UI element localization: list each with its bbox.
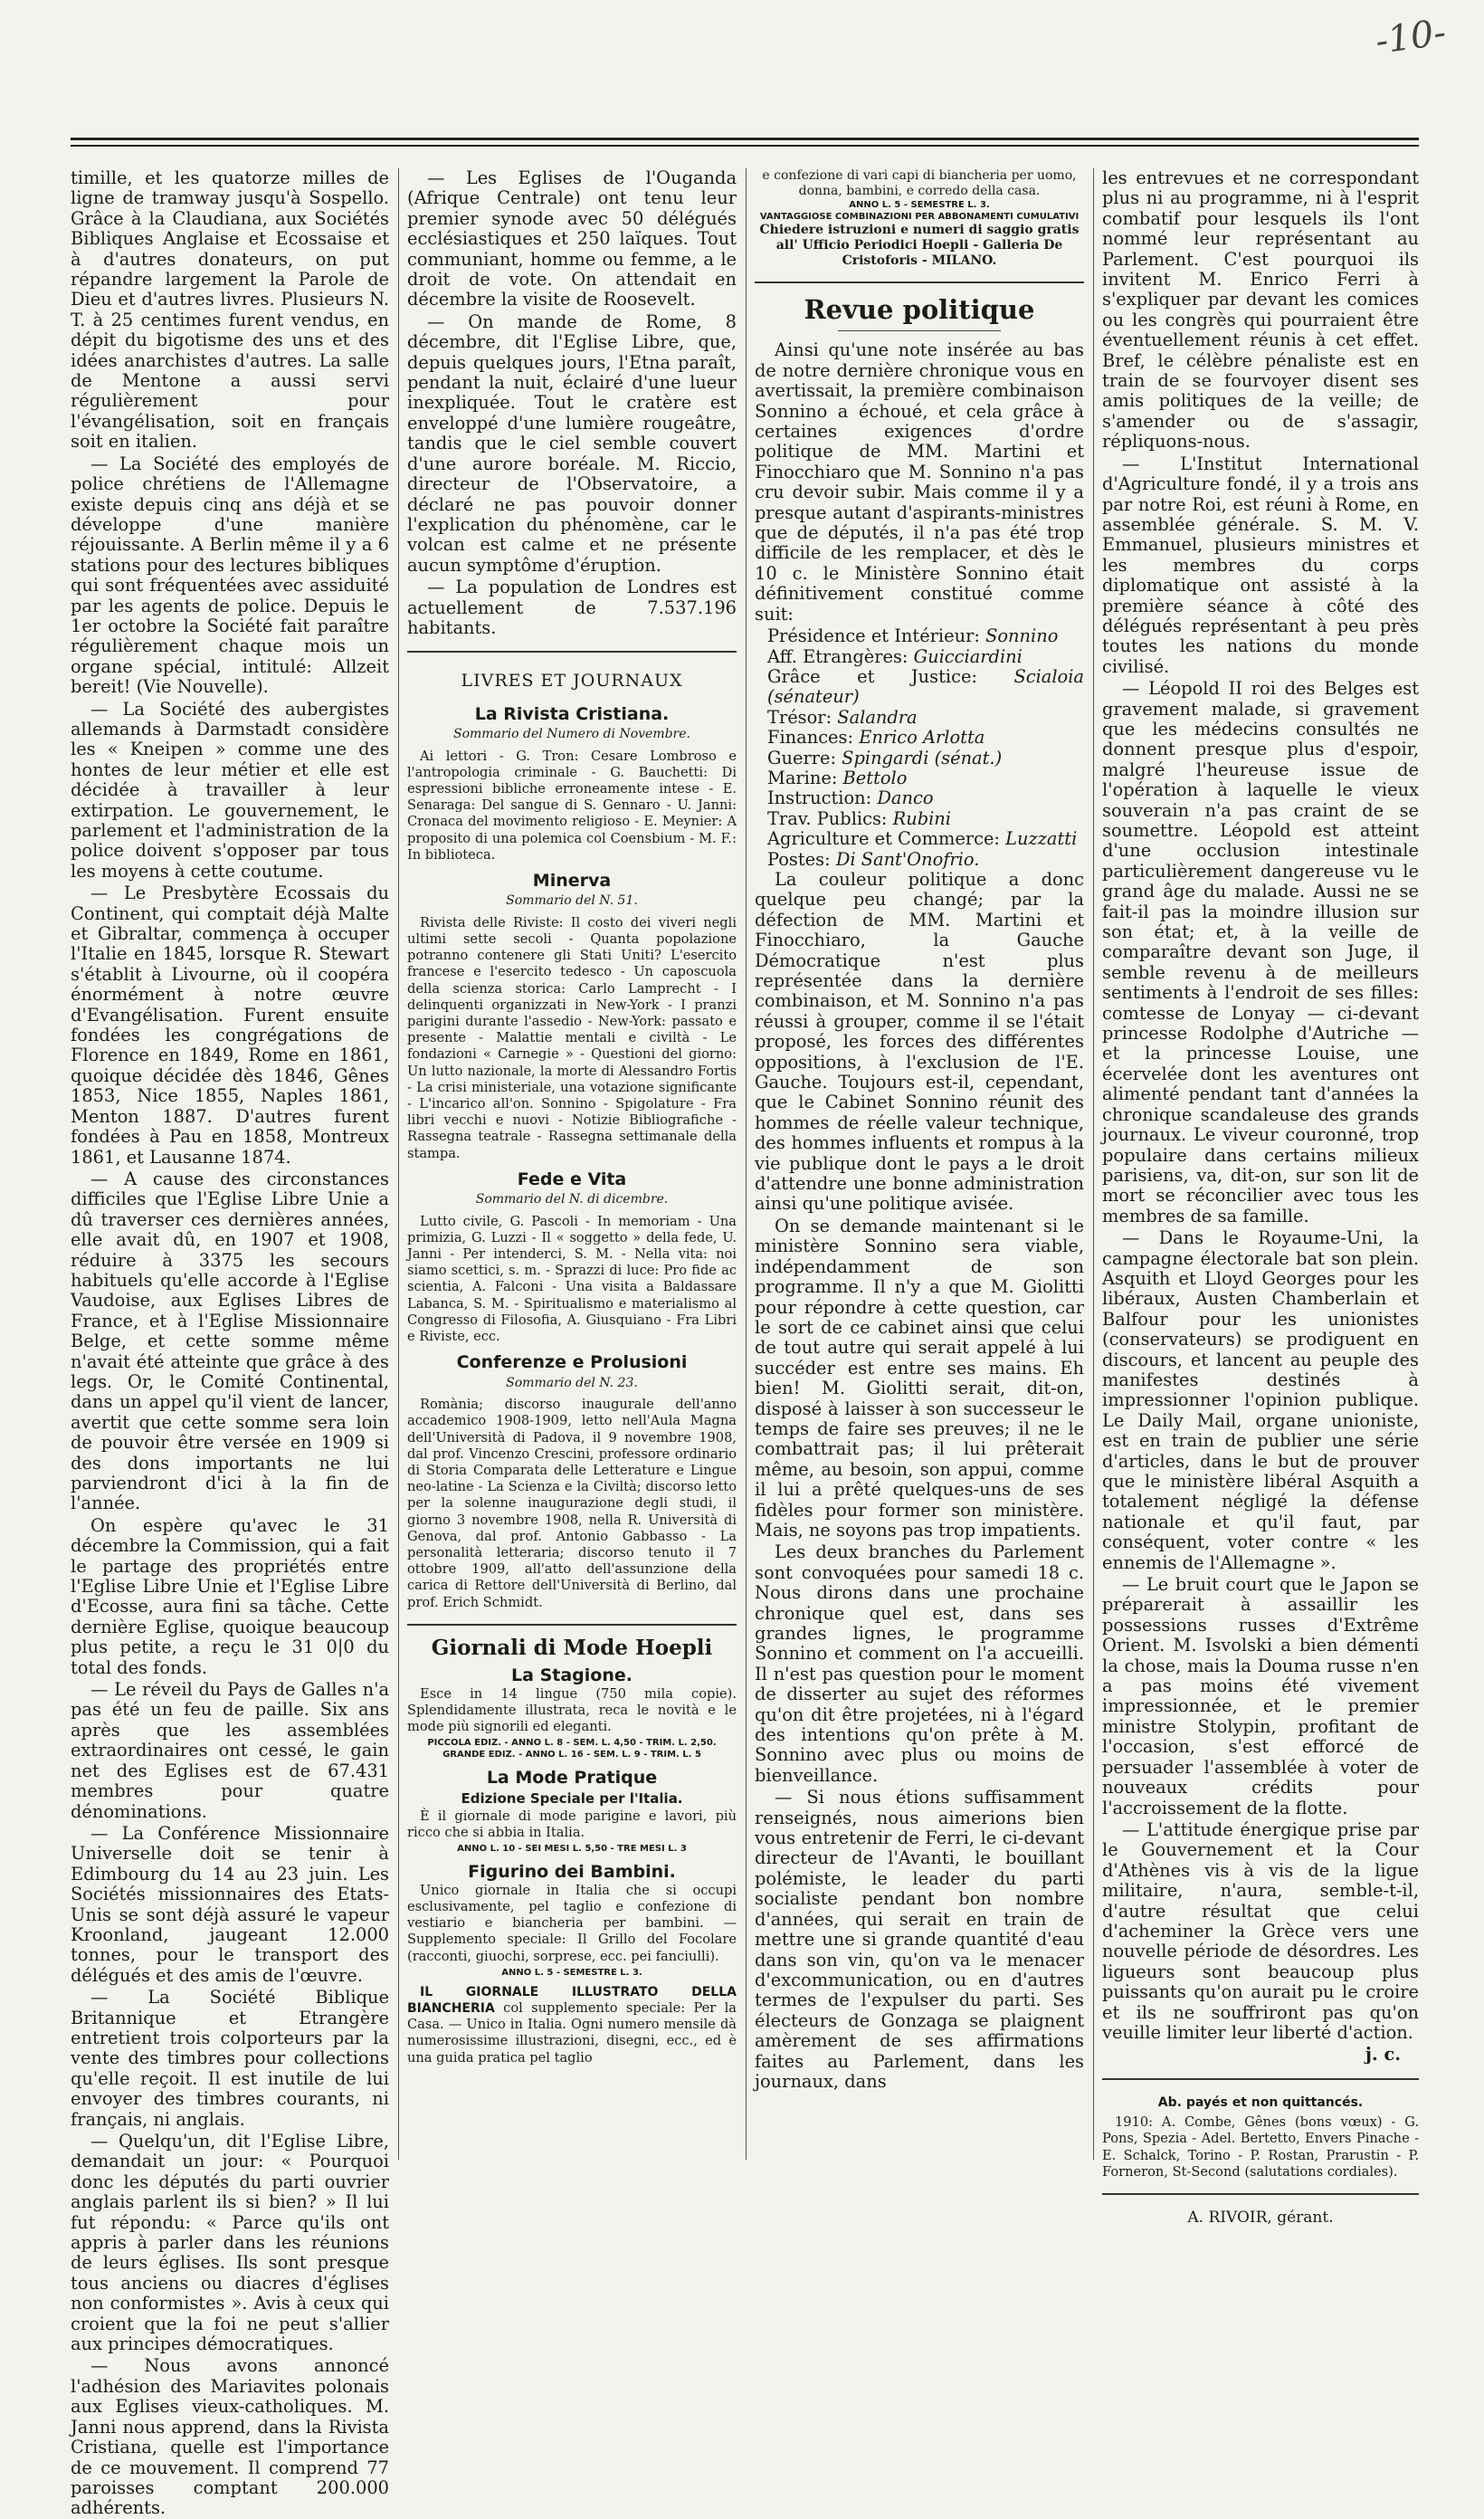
news-paragraph: — Quelqu'un, dit l'Eglise Libre, demandait un jour: « Pourquoi donc les députés du parti ouvrier anglais parlent ils si bien? » Il lui fut répondu: « Parce qu'ils ont appris à parler dans les réunions de leurs églises. Ils sont presque tous anciens ou diacres d'églises non conformistes ». Avis à ceux qui croient que la foi ne peut s'allier aux principes démocratiques. bbox=[71, 2131, 389, 2355]
heading-rule bbox=[838, 330, 1001, 331]
header-rule bbox=[71, 138, 1419, 140]
column-4 bbox=[1102, 167, 1419, 2227]
magazine-title: La Mode Pratique bbox=[486, 1768, 658, 1789]
price-line: ANNO L. 10 - SEI MESI L. 5,50 - TRE MESI L. 3 bbox=[457, 1844, 687, 1855]
magazine-summary: IL GIORNALE ILLUSTRATO DELLA BIANCHERIA col supplemento speciale: Per la Casa. — Unico in Italia. Ogni numero mensile dà numerosissime illustrazioni, disegni, ecc., ed è una guida pratica pel taglio bbox=[407, 1984, 737, 2066]
magazine-title: Conferenze e Prolusioni bbox=[456, 1352, 688, 1373]
subscriptions-list: 1910: A. Combe, Gênes (bons vœux) - G. Pons, Spezia - Adel. Bertetto, Envers Pinache - E. Schalck, Torino - P. Rostan, Prarustin - P. Forneron, St-Second (salutations cordiales). bbox=[1102, 2114, 1419, 2180]
news-paragraph: — Le réveil du Pays de Galles n'a pas été un feu de paille. Six ans après que les assemblées extraordinaires ont cessé, le gain net des Eglises est de 67.431 membres pour quatre dénominations. bbox=[71, 1679, 389, 1822]
news-paragraph: — La Société Biblique Britannique et Etrangère entretient trois colporteurs par la vente des timbres pour collections qu'elle reçoit. Il est inutile de lui envoyer des timbres courants, ni français, ni anglais. bbox=[71, 1987, 389, 2130]
magazine-subtitle: Edizione Speciale per l'Italia. bbox=[461, 1789, 683, 1807]
news-paragraph: — Si nous étions suffisamment renseignés, nous aimerions bien vous entretenir de Ferri, le ci-devant directeur de l'Avanti, le bouillant polémiste, le leader du parti socialiste pendant bon nombre d'années, qui serait en train de mettre une si grande quantité d'eau dans son vin, qu'on va le menacer d'excommunication, ou en d'autres termes de l'expulser du parti. Ses électeurs de Gonzaga se plaignent amèrement de ses affirmations faites au Parlement, dans les journaux, dans bbox=[755, 1787, 1084, 2092]
ministry-row: Instruction: Danco bbox=[767, 787, 934, 809]
author-signature: j. c. bbox=[1365, 2044, 1401, 2066]
magazine-title: Figurino dei Bambini. bbox=[468, 1862, 676, 1883]
section-divider bbox=[407, 651, 737, 653]
news-paragraph: — La Société des aubergistes allemands à Darmstadt considère les « Kneipen » comme une des hontes de leur métier et elle est décidée à travailler à leur extirpation. Le gouvernement, le parlement et l'administration de la police doivent s'opposer par tous les moyens à cette coutume. bbox=[71, 698, 389, 882]
header-rule-thin bbox=[71, 145, 1419, 147]
column-3 bbox=[755, 168, 1084, 2160]
price-line: ANNO L. 5 - SEMESTRE L. 3. bbox=[501, 1967, 642, 1978]
section-divider bbox=[1102, 2078, 1419, 2080]
magazine-summary: È il giornale di mode parigine e lavori, più ricco che si abbia in Italia. bbox=[407, 1808, 737, 1841]
hoepli-continuation: e confezione di vari capi di biancheria per uomo, donna, bambini, e corredo della casa. bbox=[762, 168, 1077, 198]
news-paragraph: — L'attitude énergique prise par le Gouvernement et la Cour d'Athènes vis à vis de la ligue militaire, n'aura, semble-t-il, d'autre résultat que celui d'acheminer la Grèce vers une nouvelle période de désordres. Les ligueurs sont beaucoup plus puissants qu'on aurait pu le croire et ils ne souffriront pas qu'on veuille limiter leur liberté d'action. bbox=[1102, 1818, 1419, 2043]
revue-heading: Revue politique bbox=[804, 294, 1035, 325]
magazine-title: Fede e Vita bbox=[517, 1169, 627, 1189]
news-paragraph: — On mande de Rome, 8 décembre, dit l'Eglise Libre, que, depuis quelques jours, l'Etna paraît, pendant la nuit, éclairé d'une lueur inexpliquée. Tout le cratère est enveloppé d'une lumière rougeâtre, tandis que le ciel semble couvert d'une aurore boréale. M. Riccio, directeur de l'Observatoire, a déclaré ne pas pouvoir donner l'explication du phénomène, car le volcan est calme et ne présente aucun symptôme d'éruption. bbox=[407, 310, 737, 576]
ministry-row: Marine: Bettolo bbox=[767, 767, 908, 788]
ministry-row: Trésor: Salandra bbox=[767, 706, 918, 728]
gerant-signature: A. RIVOIR, gérant. bbox=[1187, 2209, 1334, 2227]
column-divider bbox=[398, 168, 399, 2160]
news-paragraph: Ainsi qu'une note insérée au bas de notre dernière chronique vous en avertissait, la première combinaison Sonnino a échoué, et cela grâce à certaines exigences d'ordre politique de MM. Martini et Finocchiaro que M. Sonnino n'a pas cru devoir subir. Mais comme il y a presque autant d'aspirants-ministres que de députés, il n'a pas été trop difficile de les remplacer, et dès le 10 c. le Ministère Sonnino était définitivement constitué comme suit: bbox=[755, 339, 1084, 625]
ministry-row: Guerre: Spingardi (sénat.) bbox=[767, 747, 1003, 768]
news-paragraph: On espère qu'avec le 31 décembre la Commission, qui a fait le partage des propriétés entre l'Eglise Libre Unie et l'Eglise Libre d'Ecosse, aura fini sa tâche. Cette dernière Eglise, quoique beaucoup plus petite, a reçu le 31 0|0 du total des fonds. bbox=[71, 1514, 389, 1678]
ministry-row: Présidence et Intérieur: Sonnino bbox=[767, 625, 1059, 647]
magazine-title: La Stagione. bbox=[511, 1665, 633, 1686]
hoepli-contact: Chiedere istruzioni e numeri di saggio gratis all' Ufficio Periodici Hoepli - Galleria De Cristoforis - MILANO. bbox=[759, 223, 1080, 268]
page-number-mark: -10- bbox=[1373, 11, 1449, 63]
subscriptions-heading: Ab. payés et non quittancés. bbox=[1157, 2094, 1364, 2110]
news-paragraph: — La Société des employés de police chrétiens de l'Allemagne existe depuis cinq ans déjà et se développe d'une manière réjouissante. A Berlin même il y a 6 stations pour des lectures bibliques qui sont fréquentées avec assiduité par les agents de police. Depuis le 1er octobre la Société fait paraître régulièrement chaque mois un organe spécial, intitulé: Allzeit bereit! (Vie Nouvelle). bbox=[71, 453, 389, 698]
ministry-row: Finances: Enrico Arlotta bbox=[767, 727, 985, 749]
section-divider bbox=[755, 281, 1084, 283]
news-paragraph: Les deux branches du Parlement sont convoquées pour samedi 18 c. Nous dirons dans une prochaine chronique quel est, dans ses grandes lignes, le programme Sonnino et comment on l'a accueilli. Il n'est pas question pour le moment de disserter au sujet des réformes qu'on dit être projetées, ni à l'égard des intentions qu'on prête à M. Sonnino avec plus ou moins de bienveillance. bbox=[755, 1541, 1084, 1786]
news-paragraph: La couleur politique a donc quelque peu changé; par la défection de MM. Martini et Finocchiaro, la Gauche Démocratique n'est plus représentée dans la dernière combinaison, et M. Sonnino n'a pas réussi à grouper, comme il se l'était proposé, les forces des différentes oppositions, à l'exclusion de l'E. Gauche. Toujours est-il, cependant, que le Cabinet Sonnino réunit des hommes de réelle valeur technique, des hommes influents et rompus à la vie publique dont le pays a le droit d'attendre une bonne administration ainsi qu'une politique avisée. bbox=[755, 868, 1084, 1215]
column-divider bbox=[746, 168, 747, 2160]
price-line: PICCOLA EDIZ. - ANNO L. 8 - SEM. L. 4,50 - TRIM. L. 2,50. GRANDE EDIZ. - ANNO L. 16 - SEM. L. 9 - TRIM. L. 5 bbox=[427, 1738, 717, 1760]
magazine-title: La Rivista Cristiana. bbox=[474, 703, 670, 724]
magazine-summary: Romània; discorso inaugurale dell'anno accademico 1908-1909, letto nell'Aula Magna dell'Università di Padova, il 9 novembre 1908, dal prof. Vincenzo Crescini, professore ordinario di Storia Comparata delle Letterature e Lingue neo-latine - La Scienza e la Civiltà; discorso letto per la solenne inaugurazione degli studi, il giorno 3 novembre 1908, nella R. Università di Genova, dal prof. Antonio Gabbasso - La personalità letteraria; discorso tenuto il 7 ottobre 1909, all'atto dell'assunzione della carica di Rettore dell'Università di Berlino, dal prof. Erich Schmidt. bbox=[407, 1397, 737, 1610]
news-paragraph: On se demande maintenant si le ministère Sonnino sera viable, indépendamment de son programme. Il n'y a que M. Giolitti pour répondre à cette question, car le sort de ce cabinet ainsi que celui de tout autre qui serait appelé à lui succéder est entre ses mains. Eh bien! M. Giolitti serait, dit-on, disposé à laisser à son successeur le temps de faire ses preuves; il ne le combattrait pas; il lui prêterait même, au besoin, son appui, comme il lui a prêté quelques-uns de ses fidèles pour former son ministère. Mais, ne soyons pas trop impatients. bbox=[755, 1215, 1084, 1541]
news-paragraph: — Dans le Royaume-Uni, la campagne électorale bat son plein. Asquith et Lloyd Georges pour les libéraux, Austen Chamberlain et Balfour pour les unionistes (conservateurs) se prodiguent en discours, et lancent au peuple des manifestes destinés à impressionner l'opinion publique. Le Daily Mail, organe unioniste, est en train de publier une série d'articles, dans le but de prouver que le ministère libéral Asquith a totalement négligé la défense nationale et qu'il faut, par conséquent, voter contre « les ennemis de l'Allemagne ». bbox=[1102, 1227, 1419, 1573]
ministry-row: Grâce et Justice: Scialoia (sénateur) bbox=[767, 665, 1084, 708]
news-paragraph: — A cause des circonstances difficiles que l'Eglise Libre Unie a dû traverser ces dernières années, elle avait dû, en 1907 et 1908, réduire à 3375 les secours habituels qu'elle accorde à l'Eglise Vaudoise, aux Eglises Libres de France, et à l'Eglise Missionnaire Belge, et cette somme même n'avait été atteinte que grâce à des legs. Or, le Comité Continental, dans un appel qu'il vient de lancer, avertit que cette somme sera loin de pouvoir être versée en 1909 si des dons importants ne lui parviendront d'ici à la fin de l'année. bbox=[71, 1168, 389, 1514]
magazine-subtitle: Sommario del N. di dicembre. bbox=[475, 1192, 669, 1207]
news-paragraph: — Léopold II roi des Belges est gravement malade, si gravement que les médecins consultés ne donnent presque plus d'espoir, malgré l'heureuse issue de l'opération à laquelle le vieux souverain n'a pas craint de se soumettre. Léopold est atteint d'une occlusion intestinale particulièrement dangereuse vu le grand âge du malade. Aussi ne se fait-il pas la moindre illusion sur son état; et, à la veille de comparaître devant son Juge, il semble revenu à de meilleurs sentiments à l'endroit de ses filles: comtesse de Lonyay — ci-devant princesse Rodolphe d'Autriche — et la princesse Louise, une écervelée dont les aventures ont alimenté pendant tant d'années la chronique scandaleuse des grands journaux. Le viveur couronné, trop populaire dans certains milieux parisiens, va, dit-on, sur son lit de mort se réconcilier avec tous les membres de sa famille. bbox=[1102, 678, 1419, 1226]
magazine-title: Minerva bbox=[532, 870, 612, 891]
column-1 bbox=[71, 167, 389, 2519]
news-paragraph: — Nous avons annoncé l'adhésion des Mariavites polonais aux Eglises vieux-catholiques. M. Janni nous apprend, dans la Rivista Cristiana, quelle est l'importance de ce mouvement. Il comprend 77 paroisses comptant 200.000 adhérents. bbox=[71, 2355, 389, 2519]
section-divider bbox=[1102, 2193, 1419, 2195]
mode-heading: Giornali di Mode Hoepli bbox=[431, 1635, 713, 1660]
news-paragraph: — Le Presbytère Ecossais du Continent, qui comptait déjà Malte et Gibraltar, commença à occuper l'Italie en 1845, lorsque R. Stewart s'établit à Livourne, où il coopéra énormément à notre œuvre d'Evangélisation. Furent ensuite fondées les congrégations de Florence en 1849, Rome en 1861, quoique décidée dès 1846, Gênes 1853, Nice 1855, Naples 1861, Menton 1887. D'autres furent fondées à Pau en 1858, Montreux 1861, et Lausanne 1874. bbox=[71, 883, 389, 1168]
news-paragraph: — La Conférence Missionnaire Universelle doit se tenir à Edimbourg du 14 au 23 juin. Les Sociétés missionnaires des Etats-Unis se sont déjà assuré le vapeur Kroonland, jaugeant 12.000 tonnes, pour le transport des délégués et des amis de l'œuvre. bbox=[71, 1822, 389, 1986]
ministry-row: Agriculture et Commerce: Luzzatti bbox=[767, 828, 1078, 850]
magazine-summary: Esce in 14 lingue (750 mila copie). Splendidamente illustrata, reca le novità e le mode più signorili ed eleganti. bbox=[407, 1685, 737, 1734]
news-paragraph: — Les Eglises de l'Ouganda (Afrique Centrale) ont tenu leur premier synode avec 50 délégués ecclésiastiques et 250 laïques. Tout communiant, homme ou femme, a le droit de vote. On attendait en décembre la visite de Roosevelt. bbox=[407, 167, 737, 310]
magazine-subtitle: Sommario del Numero di Novembre. bbox=[453, 727, 690, 742]
ministry-row: Aff. Etrangères: Guicciardini bbox=[767, 645, 1023, 667]
ministry-row: Postes: Di Sant'Onofrio. bbox=[767, 848, 980, 870]
news-paragraph: — Le bruit court que le Japon se préparerait à assaillir les possessions russes d'Extrême Orient. M. Isvolski a bien démenti la chose, mais la Douma russe n'en a pas moins été vivement impressionnée, et le premier ministre Stolypin, profitant de l'occasion, s'est efforcé de persuader l'assemblée à voter de nouveaux crédits pour l'accroissement de la flotte. bbox=[1102, 1574, 1419, 1818]
news-paragraph: — La population de Londres est actuellement de 7.537.196 habitants. bbox=[407, 577, 737, 638]
magazine-summary: Ai lettori - G. Tron: Cesare Lombroso e l'antropologia criminale - G. Bauchetti: Di espressioni bibliche erroneamente intese - E. Senaraga: Del sangue di S. Gennaro - U. Janni: Cronaca del movimento religioso - E. Meynier: A proposito di una polemica col Coensbium - M. F.: In biblioteca. bbox=[407, 748, 737, 863]
column-2 bbox=[407, 168, 737, 2160]
ministry-list bbox=[755, 626, 1084, 870]
ministry-row: Trav. Publics: Rubini bbox=[767, 807, 952, 829]
price-line: ANNO L. 5 - SEMESTRE L. 3. bbox=[849, 200, 990, 210]
magazine-subtitle: Sommario del N. 23. bbox=[506, 1375, 638, 1390]
column-divider bbox=[1093, 168, 1094, 2160]
magazine-subtitle: Sommario del N. 51. bbox=[506, 893, 638, 909]
news-paragraph: les entrevues et ne correspondant plus ni au programme, ni à l'esprit combatif pour lesquels ils l'ont nommé leur représentant au Parlement. C'est pourquoi ils invitent M. Enrico Ferri à s'expliquer par devant les comices ou les congrès qui pourraient être éventuellement réunis à cet effet. Bref, le célèbre pénaliste est en train de se fourvoyer disent ses amis politiques de la veille; de s'amender ou de s'assagir, répliquons-nous. bbox=[1102, 167, 1419, 453]
news-paragraph: — L'Institut International d'Agriculture fondé, il y a trois ans par notre Roi, est réuni à Rome, en assemblée générale. S. M. V. Emmanuel, plusieurs ministres et les membres du corps diplomatique ont assisté à la première séance à côté des délégués représentant à peu près toutes les nations du monde civilisé. bbox=[1102, 453, 1419, 677]
section-divider bbox=[407, 1624, 737, 1626]
newspaper-columns bbox=[71, 167, 1419, 2519]
magazine-summary: Lutto civile, G. Pascoli - In memoriam - Una primizia, G. Luzzi - Il « soggetto » della fede, U. Janni - Per intenderci, S. M. - Nella vita: noi siamo scettici, s. m. - Sprazzi di luce: Pro fide ac scientia, A. Falconi - Una visita a Baldassare Labanca, S. M. - Spiritualismo e materialismo al Congresso di Filosofia, A. Giusquiano - Fra Libri e Riviste, ecc. bbox=[407, 1213, 737, 1345]
combo-line: VANTAGGIOSE COMBINAZIONI PER ABBONAMENTI CUMULATIVI bbox=[759, 212, 1080, 222]
magazine-summary: Rivista delle Riviste: Il costo dei viveri negli ultimi sette secoli - Quanta popolazione potranno contenere gli Stati Uniti? L'esercito francese e l'esercito tedesco - Un caposcuola della scienza storica: Carlo Lamprecht - I delinquenti organizzati in New-York - I pranzi parigini durante l'assedio - New-York: passato e presente - Malattie mentali e civiltà - Le fondazioni « Carnegie » - Questioni del giorno: Un lutto nazionale, la morte di Alessandro Fortis - La crisi ministeriale, una votazione significante - L'incarico all'on. Sonnino - Spigolature - Fra libri vecchi e nuovi - Notizie Bibliografiche - Rassegna teatrale - Rassegna settimanale della stampa. bbox=[407, 914, 737, 1161]
magazine-summary: Unico giornale in Italia che si occupi esclusivamente, pel taglio e confezione di vestiario e biancheria per bambini. — Supplemento speciale: Il Grillo del Focolare (racconti, giuochi, sorprese, ecc. pei fanciulli). bbox=[407, 1882, 737, 1964]
livres-heading: LIVRES ET JOURNAUX bbox=[461, 671, 683, 692]
news-paragraph: timille, et les quatorze milles de ligne de tramway jusqu'à Sospello. Grâce à la Claudiana, aux Sociétés Bibliques Anglaise et Ecossaise et à d'autres donateurs, on put répandre largement la Parole de Dieu et d'autres livres. Plusieurs N. T. à 25 centimes furent vendus, en dépit du bigotisme des uns et des idées anarchistes d'autres. La salle de Mentone a aussi servi régulièrement pour l'évangélisation, soit en français soit en italien. bbox=[71, 167, 389, 453]
